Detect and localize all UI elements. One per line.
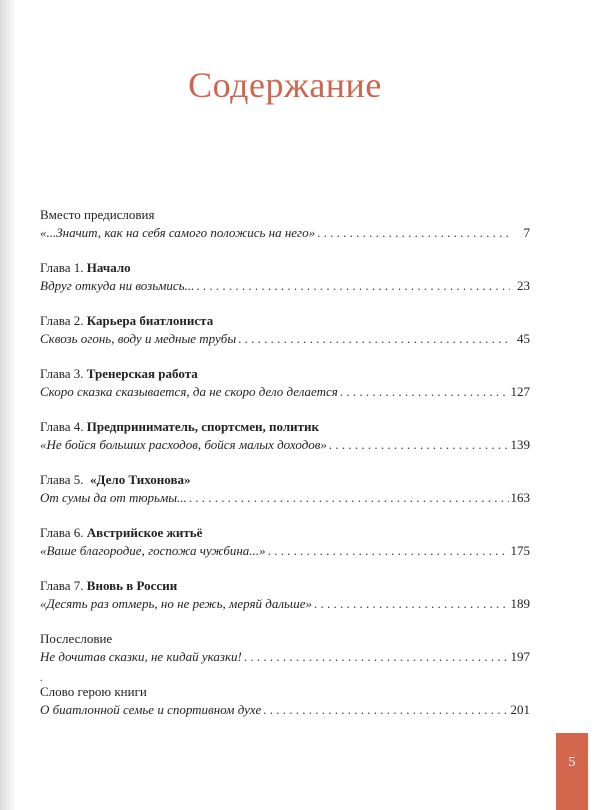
toc-entry-chapter-3[interactable] <box>40 365 530 418</box>
entry-heading <box>40 259 530 277</box>
chapter-title: Тренерская работа <box>86 366 198 381</box>
chapter-prefix: Глава 6. <box>40 525 84 540</box>
chapter-title: Начало <box>86 260 131 275</box>
chapter-title: Австрийское житьё <box>86 525 203 540</box>
toc-entry-chapter-2[interactable] <box>40 312 530 365</box>
entry-heading: Слово герою книги <box>40 684 147 699</box>
chapter-title: Карьера биатлониста <box>86 313 214 328</box>
toc-entry-afterword[interactable] <box>40 630 530 675</box>
entry-heading: Послесловие <box>40 631 113 646</box>
chapter-prefix: Глава 2. <box>40 313 84 328</box>
dot-leader <box>340 383 509 401</box>
chapter-prefix: Глава 7. <box>40 578 84 593</box>
chapter-prefix: Глава 3. <box>40 366 84 381</box>
chapter-title: Предприниматель, спортсмен, политик <box>86 419 319 434</box>
page-number: 5 <box>568 755 576 770</box>
entry-subtitle: Скоро сказка сказывается, да не скоро дело делается <box>40 384 338 399</box>
toc-entry-foreword[interactable] <box>40 206 530 259</box>
page-title: Содержание <box>188 65 382 106</box>
entry-row <box>40 542 530 560</box>
entry-subtitle: «Ваше благородие, госпожа чужбина...» <box>40 543 266 558</box>
entry-subtitle: От сумы да от тюрьмы... <box>40 490 187 505</box>
entry-page: 139 <box>510 437 530 452</box>
entry-heading: Вместо предисловия <box>40 207 155 222</box>
entry-page: 175 <box>510 543 530 558</box>
entry-page: 201 <box>510 702 530 717</box>
entry-heading <box>40 312 530 330</box>
entry-page: 23 <box>517 278 530 293</box>
chapter-title: «Дело Тихонова» <box>90 472 191 487</box>
toc-entry-chapter-4[interactable] <box>40 418 530 471</box>
chapter-prefix: Глава 5. <box>40 472 84 487</box>
entry-row <box>40 595 530 613</box>
toc-entry-hero-word[interactable] <box>40 683 530 736</box>
toc-entry-chapter-7[interactable] <box>40 577 530 630</box>
page-number-tab <box>556 733 588 810</box>
dot-leader <box>189 489 509 507</box>
toc-entry-chapter-1[interactable] <box>40 259 530 312</box>
entry-page: 127 <box>510 384 530 399</box>
entry-row <box>40 436 530 454</box>
entry-row <box>40 277 530 295</box>
dot-leader <box>244 648 509 666</box>
chapter-title: Вновь в России <box>86 578 178 593</box>
entry-subtitle: «Не бойся больших расходов, бойся малых доходов» <box>40 437 327 452</box>
entry-heading <box>40 524 530 542</box>
entry-row <box>40 701 530 719</box>
chapter-prefix: Глава 4. <box>40 419 84 434</box>
entry-page: 197 <box>510 649 530 664</box>
table-of-contents <box>40 206 530 736</box>
entry-row <box>40 224 530 242</box>
entry-subtitle: Сквозь огонь, воду и медные трубы <box>40 331 237 346</box>
entry-heading <box>40 577 530 595</box>
entry-heading <box>40 471 530 489</box>
entry-page: 163 <box>510 490 530 505</box>
entry-heading <box>40 418 530 436</box>
entry-page: 45 <box>517 331 530 346</box>
dot-leader <box>196 277 510 295</box>
toc-entry-chapter-6[interactable] <box>40 524 530 577</box>
entry-subtitle: «...Значит, как на себя самого положись на него» <box>40 225 316 240</box>
entry-heading <box>40 365 530 383</box>
entry-subtitle: «Десять раз отмерь, но не режь, меряй дальше» <box>40 596 312 611</box>
entry-row <box>40 648 530 666</box>
entry-subtitle: О биатлонной семье и спортивном духе <box>40 702 262 717</box>
dot-leader <box>238 330 510 348</box>
entry-page: 189 <box>510 596 530 611</box>
stray-mark: . <box>40 673 43 684</box>
entry-subtitle: Не дочитав сказки, не кидай указки! <box>40 649 242 664</box>
entry-row <box>40 383 530 401</box>
dot-leader <box>263 701 508 719</box>
entry-subtitle: Вдруг откуда ни возьмись... <box>40 278 195 293</box>
dot-leader <box>314 595 509 613</box>
binding-shadow <box>0 0 16 810</box>
entry-row <box>40 330 530 348</box>
toc-entry-chapter-5[interactable] <box>40 471 530 524</box>
dot-leader <box>329 436 509 454</box>
dot-leader <box>317 224 510 242</box>
entry-row <box>40 489 530 507</box>
dot-leader <box>268 542 509 560</box>
chapter-prefix: Глава 1. <box>40 260 84 275</box>
entry-page: 7 <box>523 225 530 240</box>
